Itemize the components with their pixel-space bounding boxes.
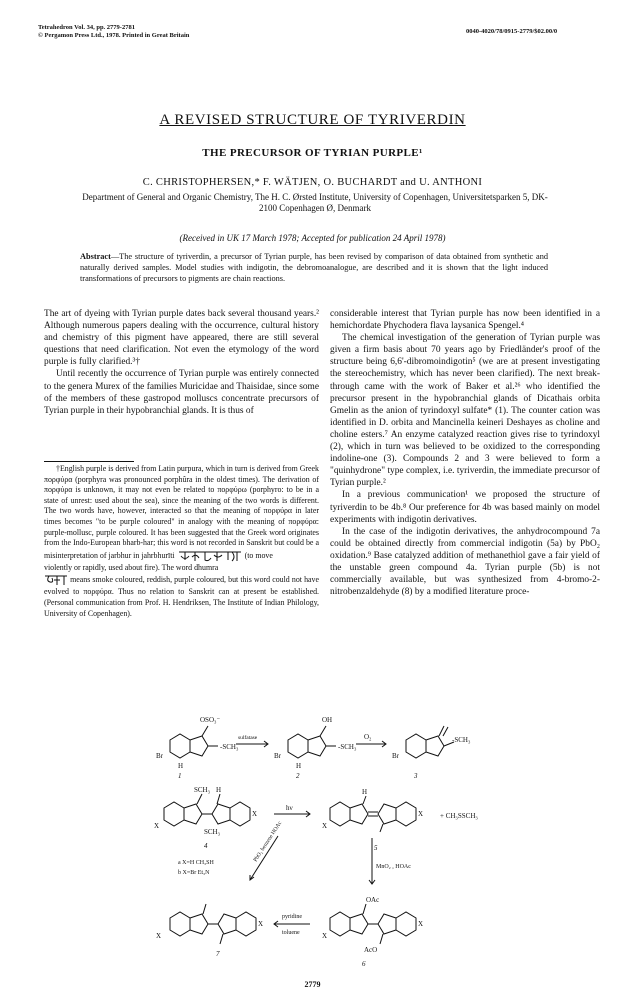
label-ch3ssch3: + CH₃SSCH₃ [440,812,478,820]
label-pyridine: pyridine [282,914,302,920]
footnote-part-3: means smoke coloured, reddish, purple coloured, but this word could not have evolved to πορφύρα. Thus no relation to Sanskrit can at present be established. (Personal communication from Prof. H. Hendriksen, The Institute of Indian Philology, University of Copenhagen). [44,575,319,618]
label-oac: OAc [366,896,380,904]
abstract-text: —The structure of tyriverdin, a precursor of Tyrian purple, has been revised by comparison of data obtained from synthetic and naturally derived samples. Model studies with indigotin, the debromoanalogue, are described and it is shown that the light induced transformations of precursors to pigments are chain reactions. [80,252,548,284]
label-compound-2: 2 [296,772,300,780]
right-paragraph-4: In the case of the indigotin derivatives, the anhydrocompound 7a could be obtained directly from commercial indigotin (5a) by PbO₂ oxidation.⁹ Base catalyzed addition of methanethiol gave a fair yield of the unstable green compound 4a. Tyrian purple (5b) is not commercially available, but was synthesized from 4-bromo-2-nitrobenzaldehyde (8) by a modified literature proce- [330,526,600,598]
label-legend-b: b X=Br Et₃N [178,870,210,876]
label-compound-4: 4 [204,842,208,850]
reaction-scheme [150,712,590,972]
right-paragraph-3: In a previous communication¹ we proposed the structure of tyriverdin to be 4b.⁸ Our preference for 4b was based mainly on model experiments with indigotin derivatives. [330,490,600,525]
label-sch3-3: -SCH₃ [452,736,471,744]
label-compound-7: 7 [216,950,220,958]
label-h-1: H [178,762,184,770]
label-pbo2: PbO₂ benzene HOAc [252,820,284,864]
label-x-7b: X [258,920,264,928]
footnote-part-1: †English purple is derived from Latin purpura, which in turn is derived from Greek πορφύρα (porphyra was pronounced porphûra in the oldest times). The derivation of πορφύρα is unknown, it may not even be related to πορφύρω (porphyro: to be in a state of unrest: used about the sea), since the meaning of the two words is different. The two words have, however, interacted so that the meaning of πορφύρα in later times becomes "to be purple coloured" in analogy with the meaning of πορφύρα: purple-mollusc, purple coloured. It has been suggested that the Greek word originates from the Indo-European bharb-har; this word is not recorded in Sanskrit but could be a misinterpretation of jarbhur in jahrbhurīti [44,464,319,560]
label-x-5b: X [418,810,424,818]
right-column [330,308,600,598]
footnote-rule [44,461,134,462]
right-paragraph-1: considerable interest that Tyrian purple has now been identified in a hemichordate Phychodera flava laysanica Spengel.⁴ [330,309,600,332]
affiliation: Department of General and Organic Chemistry, The H. C. Ørsted Institute, University of Copenhagen, Universitetsparken 5, DK-2100 Copenhagen Ø, Denmark [82,192,548,213]
footnote [44,464,319,619]
label-x-7a: X [156,932,162,940]
received-dates: (Received in UK 17 March 1978; Accepted for publication 24 April 1978) [179,233,446,243]
label-oso3: OSO₃⁻ [200,716,221,724]
label-sch3-1: -SCH₃ [220,743,239,751]
sanskrit-word-dhumra [44,573,68,587]
abstract-label: Abstract [80,252,111,261]
journal-citation [38,24,189,40]
scheme-labels [154,716,478,968]
author-list: C. CHRISTOPHERSEN,* F. WÄTJEN, O. BUCHARDT and U. ANTHONI [142,177,483,188]
footnote-part-1-tail: (to move [244,550,273,560]
label-toluene: toluene [282,930,300,936]
page-number: 2779 [304,980,321,989]
label-oh: OH [322,716,333,724]
label-br-1: Br [156,752,163,760]
label-sch3-core: SCH₃ [194,786,211,794]
label-sch3-2: -SCH₃ [338,743,357,751]
footnote-text-1 [44,464,319,563]
label-aco: AcO [364,946,378,954]
label-h-4: H [216,786,222,794]
label-compound-3: 3 [414,772,418,780]
label-br-3: Br [392,752,399,760]
footnote-text-3 [44,573,319,619]
label-o2: O₂ [364,733,372,741]
label-sulfatase: sulfatase [238,735,258,741]
label-h-2: H [296,762,302,770]
label-legend-a: a X=H CH₃SH [178,860,214,866]
label-hv: hν [286,804,293,812]
label-x-4b: X [252,810,258,818]
label-x-4a: X [154,822,160,830]
left-column [44,308,319,417]
label-compound-6: 6 [362,960,366,968]
left-paragraph-2: Until recently the occurrence of Tyrian purple was entirely connected to the genera Murex of the families Muricidae and Thaisidae, since some of the members of these gastropod molluscs concentrate precursors of Tyrian purple in their hypobranchial glands. It is thus of [44,369,319,416]
abstract [80,251,548,285]
label-mno2: MnO₂ , HOAc [376,864,411,870]
article-title: A REVISED STRUCTURE OF TYRIVERDIN [159,112,466,128]
left-paragraph-1: The art of dyeing with Tyrian purple dates back several thousand years.² Although numerous papers dealing with the occurrence, cultural history and chemistry of this pigment have appeared, there are still several questions that need clarification. Not even the etymology of the word purple is fully clarified.³† [44,309,319,368]
label-sch3-4b: SCH₃ [204,828,221,836]
footnote-text-2: violently or rapidly, used about fire). The word dhumra [44,562,219,572]
label-br-2: Br [274,752,281,760]
sanskrit-word-jarbhurti [177,549,243,563]
label-compound-1: 1 [178,772,182,780]
journal-line-1: Tetrahedron Vol. 34, pp. 2779-2781 [38,24,135,31]
label-x-6a: X [322,932,328,940]
label-compound-5: 5 [374,844,378,852]
right-paragraph-2: The chemical investigation of the generation of Tyrian purple was given a firm basis about 70 years ago by Friedländer's proof of the structure being 6,6'-dibromoindigotin⁵ (we are at present investigating the stereochemistry, which has never been clarified). The next break-through came with the work of Baker et al.²⁶ who identified the precursor present in the hypobranchial glands of Dicathais orbita Gmelin as the anion of tyrindoxyl sulfate* (1). The counter cation was identified in D. orbita and Mancinella keineri Deshayes as choline and choline esters.⁷ An enzyme catalyzed reaction gives rise to tyrindoxyl (2), which in turn was believed to be oxidized to the corresponding indoline-one (3). Compounds 2 and 3 were believed to form a "quinhydrone" type complex, i.e. tyriverdin, the immediate precursor of Tyrian purple.² [330,333,600,489]
article-subtitle: THE PRECURSOR OF TYRIAN PURPLE¹ [202,147,423,159]
label-x-6b: X [418,920,424,928]
label-h-5: H [362,788,368,796]
label-x-5a: X [322,822,328,830]
journal-line-2: © Pergamon Press Ltd., 1978. Printed in Great Britain [38,32,190,39]
article-code: 0040-4020/78/0915-2779/$02.00/0 [466,28,558,35]
